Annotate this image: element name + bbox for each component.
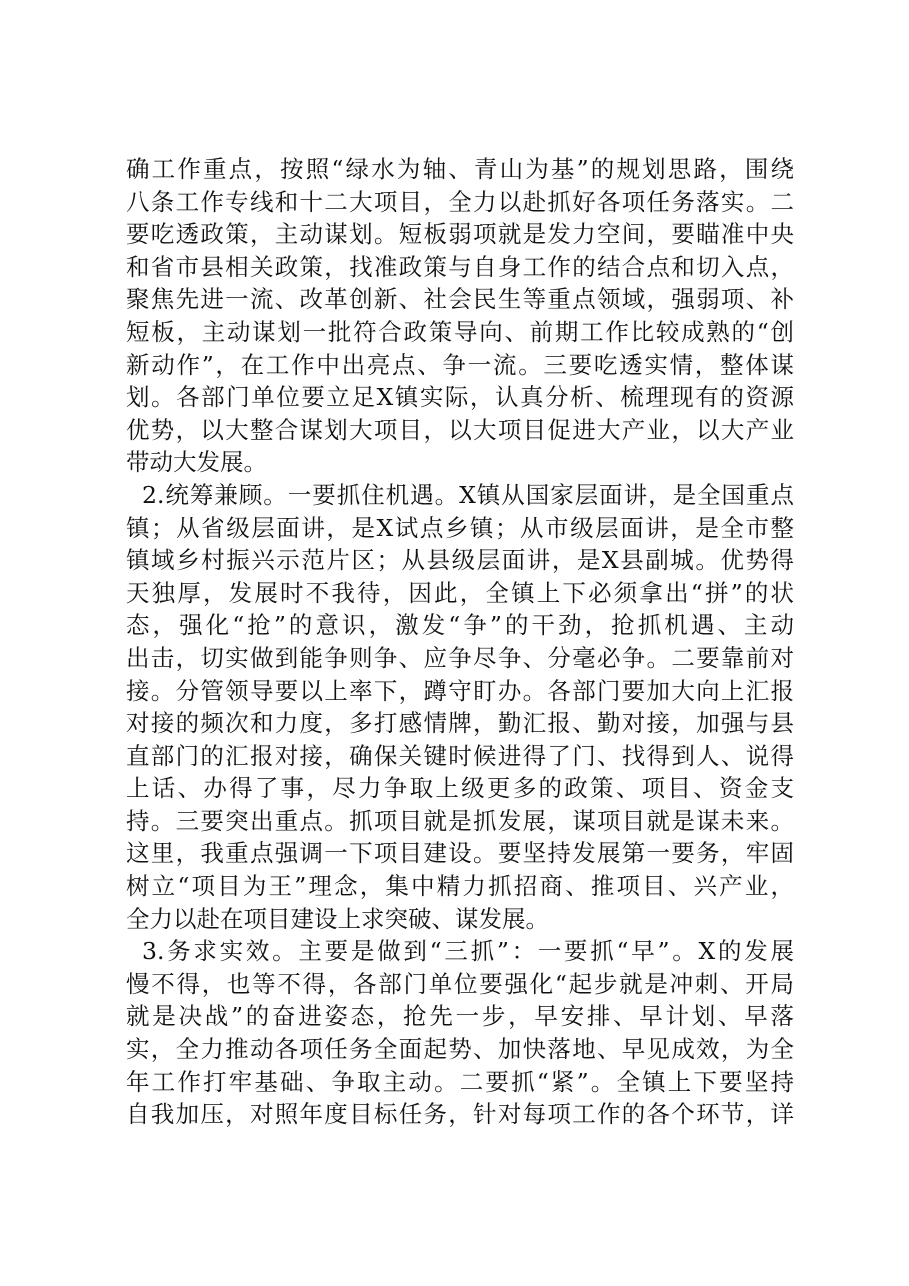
text-line: 自我加压，对照年度目标任务，针对每项工作的各个环节，详	[126, 1100, 794, 1129]
text-line: 短板，主动谋划一批符合政策导向、前期工作比较成熟的“创	[126, 317, 794, 346]
text-line: 上话、办得了事，尽力争取上级更多的政策、项目、资金支	[126, 774, 794, 803]
text-line: 带动大发展。	[126, 448, 267, 477]
text-line: 态，强化“抢”的意识，激发“争”的干劲，抢抓机遇、主动	[126, 611, 794, 640]
section-heading-line: 3.务求实效。主要是做到“三抓”：一要抓“早”。X的发展	[142, 937, 794, 966]
text-line: 新动作”，在工作中出亮点、争一流。三要吃透实情，整体谋	[126, 350, 794, 379]
text-line: 八条工作专线和十二大项目，全力以赴抓好各项任务落实。二	[126, 187, 794, 216]
body-text	[126, 153, 794, 1131]
text-line: 接。分管领导要以上率下，蹲守盯办。各部门要加大向上汇报	[126, 676, 794, 705]
text-line: 就是决战”的奋进姿态，抢先一步，早安排、早计划、早落	[126, 1002, 794, 1031]
text-line: 聚焦先进一流、改革创新、社会民生等重点领域，强弱项、补	[126, 285, 794, 314]
text-line: 优势，以大整合谋划大项目，以大项目促进大产业，以大产业	[126, 415, 794, 444]
text-line: 全力以赴在项目建设上求突破、谋发展。	[126, 904, 549, 933]
text-line: 直部门的汇报对接，确保关键时候进得了门、找得到人、说得	[126, 741, 794, 770]
text-line: 天独厚，发展时不我待，因此，全镇上下必须拿出“拼”的状	[126, 578, 794, 607]
text-line: 和省市县相关政策，找准政策与自身工作的结合点和切入点，	[126, 252, 794, 281]
text-line: 确工作重点，按照“绿水为轴、青山为基”的规划思路，围绕	[126, 155, 794, 183]
section-heading-line: 2.统筹兼顾。一要抓住机遇。X镇从国家层面讲，是全国重点	[142, 480, 794, 509]
text-line: 这里，我重点强调一下项目建设。要坚持发展第一要务，牢固	[126, 839, 794, 868]
text-line: 镇域乡村振兴示范片区；从县级层面讲，是X县副城。优势得	[126, 546, 794, 575]
text-line: 树立“项目为王”理念，集中精力抓招商、推项目、兴产业，	[126, 872, 794, 901]
text-line: 持。三要突出重点。抓项目就是抓发展，谋项目就是谋未来。	[126, 806, 794, 835]
text-line: 实，全力推动各项任务全面起势、加快落地、早见成效，为全	[126, 1035, 794, 1064]
text-line: 要吃透政策，主动谋划。短板弱项就是发力空间，要瞄准中央	[126, 220, 794, 249]
text-line: 出击，切实做到能争则争、应争尽争、分毫必争。二要靠前对	[126, 643, 794, 672]
text-line: 镇；从省级层面讲，是X试点乡镇；从市级层面讲，是全市整	[126, 513, 794, 542]
text-line: 对接的频次和力度，多打感情牌，勤汇报、勤对接，加强与县	[126, 709, 794, 738]
text-line: 年工作打牢基础、争取主动。二要抓“紧”。全镇上下要坚持	[126, 1067, 794, 1096]
text-line: 划。各部门单位要立足X镇实际，认真分析、梳理现有的资源	[126, 383, 794, 412]
text-line: 慢不得，也等不得，各部门单位要强化“起步就是冲刺、开局	[126, 969, 794, 998]
